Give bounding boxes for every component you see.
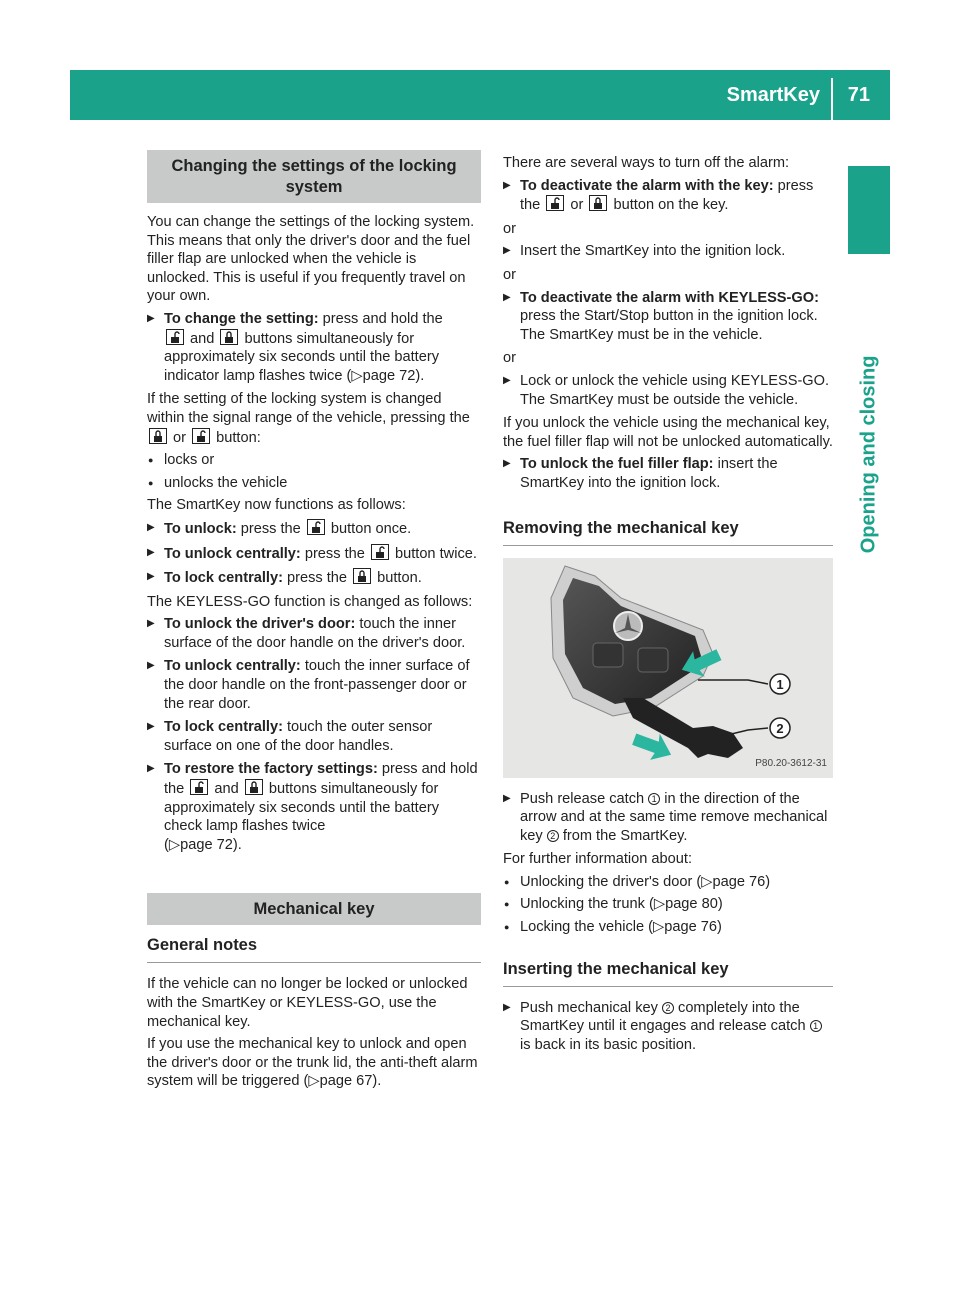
- chapter-tab: [848, 166, 890, 254]
- unlock-icon: [371, 544, 389, 560]
- step-lock-centrally: ▶ To lock centrally: press the button.: [147, 568, 481, 588]
- lock-icon: [353, 568, 371, 584]
- list-item: ● unlocks the vehicle: [147, 474, 481, 493]
- page-ref-arrow: ▷: [168, 836, 181, 853]
- list-item: ● Unlocking the driver's door (▷page 76): [503, 873, 833, 892]
- step-push-release-catch: ▶ Push release catch 1 in the direction of the arrow and at the same time remove mechanical key 2 from the SmartKey.: [503, 790, 833, 846]
- paragraph: If you unlock the vehicle using the mechanical key, the fuel filler flap will not be unlocked automatically.: [503, 415, 833, 450]
- page-ref-arrow: ▷: [653, 919, 665, 936]
- callout-ref-1: 1: [810, 1020, 822, 1032]
- unlock-icon: [546, 195, 564, 211]
- step-unlock-centrally: ▶ To unlock centrally: press the button twice.: [147, 544, 481, 564]
- unlock-icon: [192, 428, 210, 444]
- lock-icon: [589, 195, 607, 211]
- right-column: [503, 150, 833, 1059]
- smartkey-drawing: [503, 558, 833, 778]
- paragraph: If the vehicle can no longer be locked or unlocked with the SmartKey or KEYLESS-GO, use the mechanical key.: [147, 976, 468, 1030]
- lock-icon: [149, 428, 167, 444]
- callout-ref-2: 2: [547, 830, 559, 842]
- step-unlock: ▶ To unlock: press the button once.: [147, 519, 481, 539]
- subheading-general-notes: General notes: [147, 931, 481, 963]
- list-item: ● Unlocking the trunk (▷page 80): [503, 895, 833, 914]
- paragraph: The SmartKey now functions as follows:: [147, 497, 406, 514]
- step-change-setting: ▶ To change the setting: press and hold the and buttons simultaneously for approximately six seconds until the battery indicator lamp flashes twice (▷page 72).: [147, 310, 481, 385]
- page-ref-arrow: ▷: [653, 896, 666, 913]
- paragraph: There are several ways to turn off the alarm:: [503, 155, 790, 171]
- left-column: [147, 150, 481, 1095]
- unlock-icon: [190, 779, 208, 795]
- section-heading-mechanical-key: Mechanical key: [147, 893, 481, 925]
- page-number: 71: [847, 84, 870, 106]
- figure-code: P80.20-3612-31: [755, 757, 827, 769]
- paragraph: For further information about:: [503, 851, 692, 868]
- lock-icon: [220, 329, 238, 345]
- callout-ref-1: 1: [648, 793, 660, 805]
- or-text: or: [503, 220, 516, 237]
- paragraph: You can change the settings of the locking system. This means that only the driver's door and the fuel filler flap are unlocked when the vehicle is unlocked. This is useful if you frequently travel on your own.: [147, 214, 475, 305]
- header-title: SmartKey: [726, 84, 820, 106]
- subheading-removing-key: Removing the mechanical key: [503, 514, 833, 546]
- step-deactivate-alarm-key: ▶ To deactivate the alarm with the key: press the or button on the key.: [503, 177, 833, 215]
- step-push-mechanical-key: ▶ Push mechanical key 2 completely into the SmartKey until it engages and release catch 1 is back in its basic position.: [503, 999, 833, 1055]
- unlock-icon: [166, 329, 184, 345]
- or-text: or: [503, 350, 516, 367]
- header-separator: [831, 78, 833, 122]
- page-ref-arrow: ▷: [351, 367, 363, 384]
- callout-1: 1: [776, 676, 784, 692]
- chapter-label: Opening and closing: [857, 355, 880, 554]
- step-lock-unlock-keyless: ▶ Lock or unlock the vehicle using KEYLESS-GO. The SmartKey must be outside the vehicle.: [503, 372, 833, 409]
- page-ref-arrow: ▷: [308, 1073, 320, 1090]
- step-lock-centrally-kg: ▶ To lock centrally: touch the outer sensor surface on one of the door handles.: [147, 718, 481, 755]
- list-item: ● Locking the vehicle (▷page 76): [503, 918, 833, 937]
- page-ref-arrow: ▷: [701, 873, 713, 890]
- page-header: [70, 70, 890, 120]
- section-heading-locking: Changing the settings of the locking system: [147, 150, 481, 203]
- lock-icon: [245, 779, 263, 795]
- smartkey-illustration: [503, 558, 833, 778]
- step-insert-smartkey: ▶ Insert the SmartKey into the ignition lock.: [503, 242, 833, 261]
- step-deactivate-alarm-keyless: ▶ To deactivate the alarm with KEYLESS-GO: press the Start/Stop button in the ignition lock. The SmartKey must be in the vehicle.: [503, 289, 833, 345]
- or-text: or: [503, 266, 516, 283]
- unlock-icon: [307, 519, 325, 535]
- step-unlock-centrally-kg: ▶ To unlock centrally: touch the inner surface of the door handle on the front-passenger door or the rear door.: [147, 657, 481, 713]
- list-item: ● locks or: [147, 451, 481, 470]
- paragraph: The KEYLESS-GO function is changed as follows:: [147, 593, 473, 610]
- subheading-inserting-key: Inserting the mechanical key: [503, 955, 833, 987]
- step-unlock-fuel-flap: ▶ To unlock the fuel filler flap: insert the SmartKey into the ignition lock.: [503, 455, 833, 492]
- step-unlock-drivers-door: ▶ To unlock the driver's door: touch the inner surface of the door handle on the driver's door.: [147, 615, 481, 652]
- callout-ref-2: 2: [662, 1002, 674, 1014]
- callout-2: 2: [776, 720, 784, 736]
- paragraph: If the setting of the locking system is changed within the signal range of the vehicle, pressing the or button:: [147, 391, 470, 446]
- step-restore-factory: ▶ To restore the factory settings: press and hold the and buttons simultaneously for approximately six seconds until the battery check lamp flashes twice (▷page 72).: [147, 760, 481, 854]
- paragraph: If you use the mechanical key to unlock and open the driver's door or the trunk lid, the anti-theft alarm system will be triggered (▷page 67).: [147, 1036, 478, 1090]
